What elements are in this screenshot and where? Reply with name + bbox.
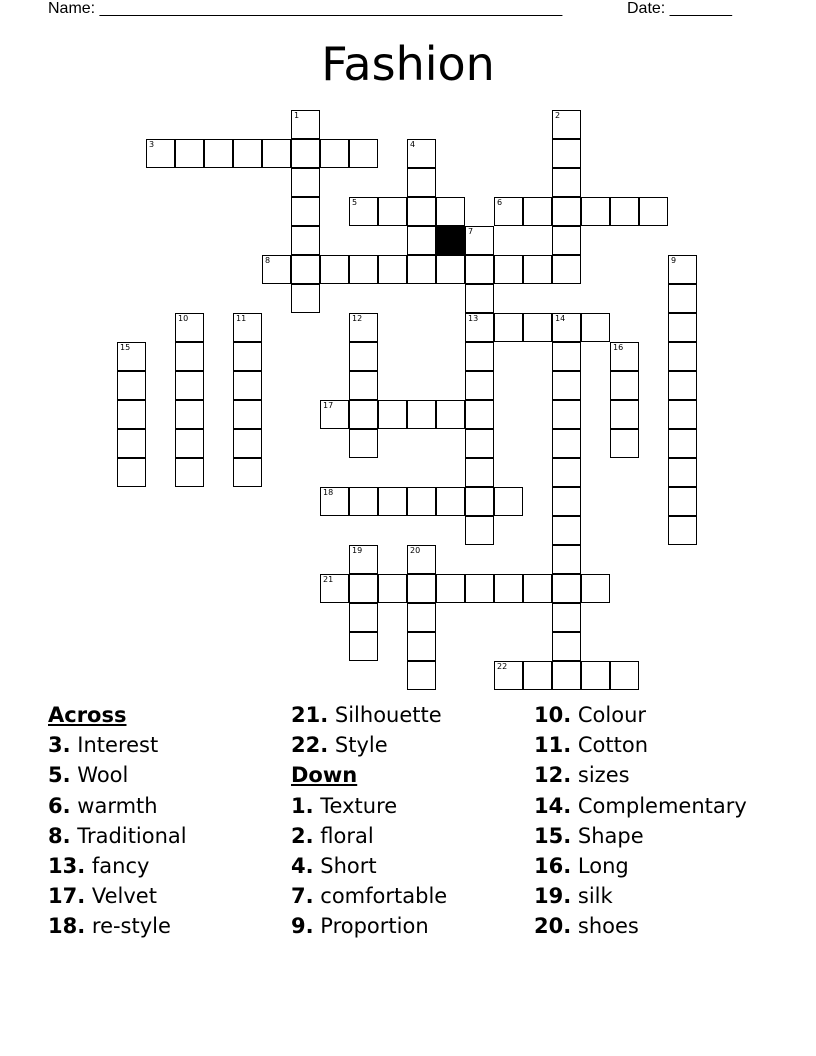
- cell-number: 8: [265, 256, 271, 265]
- grid-cell[interactable]: [552, 545, 581, 574]
- cell-number: 10: [178, 314, 189, 323]
- grid-cell[interactable]: [552, 516, 581, 545]
- grid-cell[interactable]: [407, 574, 436, 603]
- clue-item: [534, 700, 774, 730]
- clue-number: 11.: [534, 733, 572, 758]
- clue-text: Texture: [320, 793, 398, 818]
- grid-cell[interactable]: [552, 197, 581, 226]
- cell-number: 5: [352, 198, 358, 207]
- clue-number: 13.: [48, 853, 86, 878]
- grid-cell[interactable]: [552, 632, 581, 661]
- heading-text: Across: [48, 703, 127, 727]
- grid-cell[interactable]: [552, 255, 581, 284]
- clue-item: [291, 851, 531, 881]
- grid-cell[interactable]: [349, 429, 378, 458]
- clue-item: [534, 821, 774, 851]
- grid-cell[interactable]: [436, 574, 465, 603]
- clue-text: Style: [334, 733, 388, 758]
- grid-cell[interactable]: [407, 603, 436, 632]
- grid-cell[interactable]: [494, 574, 523, 603]
- grid-cell[interactable]: [552, 603, 581, 632]
- grid-cell[interactable]: [668, 400, 697, 429]
- cell-number: 7: [468, 227, 474, 236]
- clue-item: [534, 730, 774, 760]
- clue-item: [291, 700, 531, 730]
- grid-cell[interactable]: [175, 371, 204, 400]
- clue-column-2: [291, 700, 531, 942]
- cell-number: 4: [410, 140, 416, 149]
- clue-text: Velvet: [91, 884, 157, 909]
- grid-cell[interactable]: [465, 313, 494, 342]
- cell-number: 17: [323, 401, 334, 410]
- cell-number: 20: [410, 546, 421, 555]
- grid-cell[interactable]: [581, 661, 610, 690]
- date-line: Date: _______: [627, 0, 732, 17]
- grid-cell[interactable]: [552, 226, 581, 255]
- grid-cell[interactable]: [610, 400, 639, 429]
- clue-text: Colour: [577, 703, 647, 727]
- grid-cell[interactable]: [552, 110, 581, 139]
- clue-item: [291, 791, 531, 821]
- grid-cell[interactable]: [581, 197, 610, 226]
- grid-cell[interactable]: [407, 226, 436, 255]
- clue-item: [48, 730, 288, 760]
- grid-cell[interactable]: [407, 197, 436, 226]
- clue-number: 6.: [48, 793, 71, 818]
- cell-number: 6: [497, 198, 503, 207]
- clue-text: floral: [320, 823, 374, 848]
- grid-cell[interactable]: [436, 197, 465, 226]
- grid-cell[interactable]: [117, 342, 146, 371]
- cell-number: 19: [352, 546, 363, 555]
- grid-cell[interactable]: [523, 574, 552, 603]
- grid-cell[interactable]: [146, 139, 175, 168]
- grid-cell[interactable]: [233, 458, 262, 487]
- grid-cell[interactable]: [523, 661, 552, 690]
- grid-cell[interactable]: [465, 487, 494, 516]
- grid-cell[interactable]: [668, 313, 697, 342]
- cell-number: 22: [497, 662, 508, 671]
- grid-cell[interactable]: [233, 342, 262, 371]
- clue-text: Shape: [577, 823, 644, 848]
- grid-cell[interactable]: [378, 197, 407, 226]
- grid-cell[interactable]: [552, 342, 581, 371]
- clue-number: 22.: [291, 733, 329, 758]
- grid-cell[interactable]: [320, 574, 349, 603]
- grid-cell[interactable]: [349, 632, 378, 661]
- grid-cell[interactable]: [407, 400, 436, 429]
- clue-text: Wool: [77, 763, 129, 788]
- grid-cell[interactable]: [349, 313, 378, 342]
- clue-number: 4.: [291, 853, 314, 878]
- clue-item: [291, 911, 531, 941]
- clue-number: 14.: [534, 793, 572, 818]
- grid-cell[interactable]: [262, 255, 291, 284]
- clue-section-heading: [48, 700, 288, 730]
- grid-cell[interactable]: [378, 487, 407, 516]
- grid-cell[interactable]: [465, 516, 494, 545]
- clue-text: Proportion: [320, 914, 429, 939]
- grid-cell[interactable]: [494, 313, 523, 342]
- clue-item: [48, 881, 288, 911]
- clue-number: 2.: [291, 823, 314, 848]
- clue-number: 21.: [291, 703, 329, 727]
- grid-cell[interactable]: [378, 400, 407, 429]
- clue-number: 20.: [534, 914, 572, 939]
- grid-cell[interactable]: [320, 400, 349, 429]
- grid-cell[interactable]: [407, 545, 436, 574]
- grid-cell[interactable]: [407, 139, 436, 168]
- grid-cell[interactable]: [233, 313, 262, 342]
- clue-number: 5.: [48, 763, 71, 788]
- grid-cell[interactable]: [494, 487, 523, 516]
- grid-cell[interactable]: [465, 226, 494, 255]
- grid-cell[interactable]: [668, 255, 697, 284]
- clue-number: 16.: [534, 853, 572, 878]
- cell-number: 13: [468, 314, 479, 323]
- grid-cell[interactable]: [610, 661, 639, 690]
- clue-item: [291, 730, 531, 760]
- grid-cell[interactable]: [378, 255, 407, 284]
- grid-cell[interactable]: [291, 226, 320, 255]
- clue-number: 7.: [291, 884, 314, 909]
- grid-cell[interactable]: [175, 342, 204, 371]
- grid-cell[interactable]: [523, 197, 552, 226]
- grid-cell[interactable]: [610, 371, 639, 400]
- cell-number: 9: [671, 256, 677, 265]
- clue-text: Cotton: [577, 733, 649, 758]
- grid-cell[interactable]: [349, 603, 378, 632]
- clue-item: [534, 851, 774, 881]
- page-title: Fashion: [321, 37, 495, 91]
- clue-column-3: [534, 700, 774, 942]
- grid-cell[interactable]: [175, 313, 204, 342]
- clue-section-heading: [291, 760, 531, 790]
- grid-cell[interactable]: [610, 342, 639, 371]
- grid-cell[interactable]: [407, 168, 436, 197]
- grid-cell[interactable]: [233, 400, 262, 429]
- clue-number: 17.: [48, 884, 86, 909]
- heading-text: Down: [291, 763, 358, 788]
- clue-number: 19.: [534, 884, 572, 909]
- grid-cell[interactable]: [552, 661, 581, 690]
- clue-number: 18.: [48, 914, 86, 939]
- clue-number: 3.: [48, 733, 71, 758]
- grid-cell[interactable]: [494, 661, 523, 690]
- grid-cell[interactable]: [465, 574, 494, 603]
- grid-cell[interactable]: [175, 429, 204, 458]
- clue-number: 10.: [534, 703, 572, 727]
- clue-item: [291, 881, 531, 911]
- grid-cell[interactable]: [407, 487, 436, 516]
- grid-cell[interactable]: [262, 139, 291, 168]
- grid-cell[interactable]: [523, 255, 552, 284]
- grid-cell[interactable]: [320, 487, 349, 516]
- clue-text: re-style: [91, 914, 171, 939]
- grid-cell[interactable]: [494, 255, 523, 284]
- clue-number: 9.: [291, 914, 314, 939]
- grid-cell[interactable]: [233, 429, 262, 458]
- cell-number: 14: [555, 314, 566, 323]
- cell-number: 18: [323, 488, 334, 497]
- grid-cell[interactable]: [494, 197, 523, 226]
- clue-text: Interest: [77, 733, 159, 758]
- clue-text: Traditional: [77, 823, 187, 848]
- grid-cell[interactable]: [465, 255, 494, 284]
- grid-cell[interactable]: [175, 458, 204, 487]
- grid-cell[interactable]: [204, 139, 233, 168]
- cell-number: 1: [294, 111, 300, 120]
- grid-cell[interactable]: [552, 487, 581, 516]
- clue-item: [48, 911, 288, 941]
- grid-cell[interactable]: [552, 139, 581, 168]
- grid-cell[interactable]: [610, 429, 639, 458]
- grid-cell[interactable]: [668, 429, 697, 458]
- clue-item: [534, 791, 774, 821]
- grid-cell[interactable]: [349, 400, 378, 429]
- grid-cell[interactable]: [668, 342, 697, 371]
- grid-cell[interactable]: [175, 139, 204, 168]
- grid-cell[interactable]: [291, 168, 320, 197]
- grid-cell[interactable]: [523, 313, 552, 342]
- grid-cell[interactable]: [552, 371, 581, 400]
- grid-cell[interactable]: [436, 400, 465, 429]
- grid-cell[interactable]: [117, 458, 146, 487]
- grid-cell[interactable]: [465, 429, 494, 458]
- grid-cell[interactable]: [581, 313, 610, 342]
- grid-cell[interactable]: [233, 371, 262, 400]
- clue-number: 8.: [48, 823, 71, 848]
- grid-cell[interactable]: [436, 255, 465, 284]
- grid-cell[interactable]: [581, 574, 610, 603]
- grid-cell[interactable]: [552, 458, 581, 487]
- grid-cell[interactable]: [291, 139, 320, 168]
- grid-cell[interactable]: [407, 661, 436, 690]
- grid-cell[interactable]: [552, 429, 581, 458]
- cell-number: 21: [323, 575, 334, 584]
- grid-cell[interactable]: [552, 313, 581, 342]
- grid-cell[interactable]: [552, 574, 581, 603]
- grid-cell[interactable]: [668, 284, 697, 313]
- clue-number: 15.: [534, 823, 572, 848]
- clue-item: [48, 851, 288, 881]
- grid-cell[interactable]: [291, 197, 320, 226]
- grid-cell[interactable]: [117, 371, 146, 400]
- grid-cell[interactable]: [465, 284, 494, 313]
- cell-number: 3: [149, 140, 155, 149]
- clue-item: [48, 821, 288, 851]
- grid-cell[interactable]: [668, 458, 697, 487]
- cell-number: 2: [555, 111, 561, 120]
- grid-cell[interactable]: [349, 342, 378, 371]
- grid-cell[interactable]: [291, 110, 320, 139]
- clue-item: [291, 821, 531, 851]
- clue-text: sizes: [577, 763, 630, 788]
- clue-text: Long: [577, 853, 629, 878]
- grid-cell[interactable]: [117, 400, 146, 429]
- grid-cell[interactable]: [175, 400, 204, 429]
- grid-cell[interactable]: [668, 487, 697, 516]
- clue-text: Complementary: [577, 793, 747, 818]
- clue-item: [534, 911, 774, 941]
- grid-cell[interactable]: [668, 516, 697, 545]
- clue-item: [48, 791, 288, 821]
- grid-cell[interactable]: [291, 255, 320, 284]
- clue-item: [534, 881, 774, 911]
- clue-text: warmth: [77, 793, 158, 818]
- grid-cell[interactable]: [378, 574, 407, 603]
- grid-cell[interactable]: [552, 400, 581, 429]
- clue-text: Short: [320, 853, 377, 878]
- grid-cell[interactable]: [668, 371, 697, 400]
- grid-cell[interactable]: [465, 458, 494, 487]
- grid-cell[interactable]: [407, 255, 436, 284]
- grid-cell[interactable]: [610, 197, 639, 226]
- grid-cell[interactable]: [117, 429, 146, 458]
- grid-cell[interactable]: [320, 139, 349, 168]
- grid-cell[interactable]: [349, 574, 378, 603]
- grid-block-cell: [436, 226, 465, 255]
- clue-item: [534, 760, 774, 790]
- grid-cell[interactable]: [465, 342, 494, 371]
- grid-cell[interactable]: [639, 197, 668, 226]
- grid-cell[interactable]: [291, 284, 320, 313]
- cell-number: 16: [613, 343, 624, 352]
- grid-cell[interactable]: [320, 255, 349, 284]
- grid-cell[interactable]: [349, 371, 378, 400]
- clue-text: fancy: [91, 853, 150, 878]
- grid-cell[interactable]: [349, 139, 378, 168]
- grid-cell[interactable]: [349, 197, 378, 226]
- grid-cell[interactable]: [349, 545, 378, 574]
- cell-number: 12: [352, 314, 363, 323]
- cell-number: 15: [120, 343, 131, 352]
- clue-text: silk: [577, 884, 613, 909]
- grid-cell[interactable]: [349, 255, 378, 284]
- grid-cell[interactable]: [552, 168, 581, 197]
- clue-number: 12.: [534, 763, 572, 788]
- clue-text: shoes: [577, 914, 639, 939]
- cell-number: 11: [236, 314, 247, 323]
- grid-cell[interactable]: [465, 400, 494, 429]
- grid-cell[interactable]: [407, 632, 436, 661]
- clue-column-1: [48, 700, 288, 942]
- clue-text: comfortable: [320, 884, 448, 909]
- grid-cell[interactable]: [465, 371, 494, 400]
- clue-number: 1.: [291, 793, 314, 818]
- grid-cell[interactable]: [233, 139, 262, 168]
- clue-item: [48, 760, 288, 790]
- grid-cell[interactable]: [436, 487, 465, 516]
- name-line: Name: ____________________________________________________: [48, 0, 563, 17]
- clue-text: Silhouette: [334, 703, 442, 727]
- grid-cell[interactable]: [349, 487, 378, 516]
